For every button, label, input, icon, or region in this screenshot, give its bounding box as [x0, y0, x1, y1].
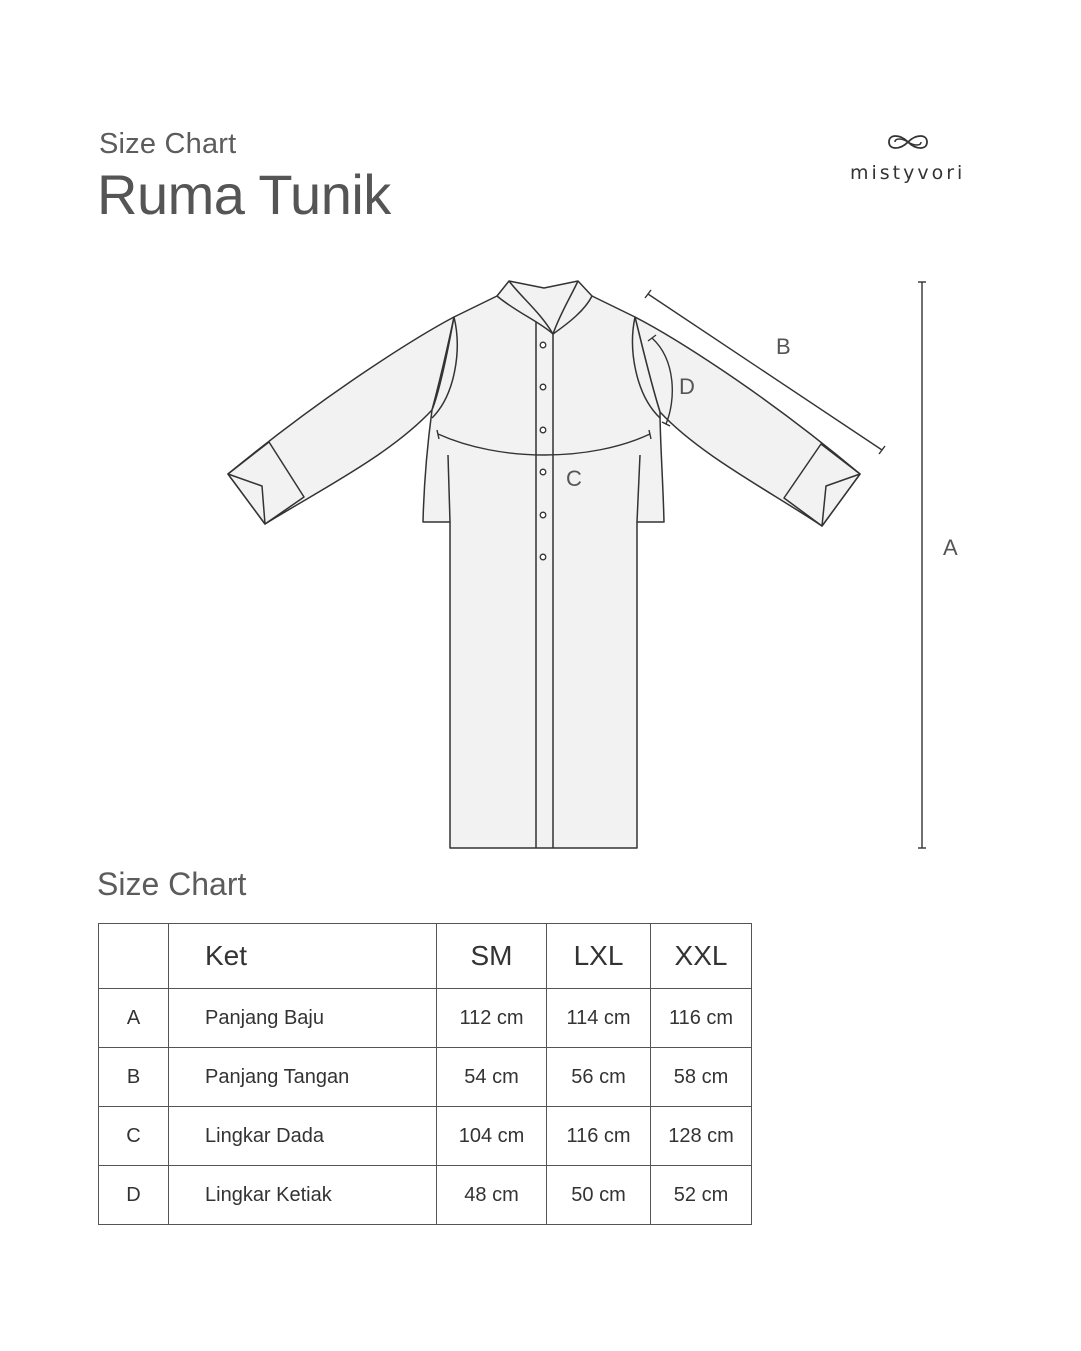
column-header-sm: SM	[437, 924, 547, 989]
cell-sm: 48 cm	[437, 1166, 547, 1225]
button-4	[540, 469, 546, 475]
cell-xxl: 58 cm	[651, 1048, 752, 1107]
cell-lxl: 56 cm	[547, 1048, 651, 1107]
column-header-code	[99, 924, 169, 989]
cell-ket: Lingkar Ketiak	[169, 1166, 437, 1225]
button-2	[540, 384, 546, 390]
page-subtitle: Size Chart	[99, 128, 237, 160]
size-chart-heading: Size Chart	[97, 866, 247, 902]
cell-lxl: 114 cm	[547, 989, 651, 1048]
cell-ket: Panjang Baju	[169, 989, 437, 1048]
button-1	[540, 342, 546, 348]
cell-code: C	[99, 1107, 169, 1166]
button-3	[540, 427, 546, 433]
label-b: B	[776, 334, 791, 359]
cell-xxl: 128 cm	[651, 1107, 752, 1166]
button-5	[540, 512, 546, 518]
table-header-row	[99, 924, 752, 989]
label-d: D	[679, 374, 695, 399]
column-header-lxl: LXL	[547, 924, 651, 989]
label-a: A	[943, 535, 958, 560]
table-row	[99, 1048, 752, 1107]
cell-ket: Panjang Tangan	[169, 1048, 437, 1107]
button-6	[540, 554, 546, 560]
table-row	[99, 989, 752, 1048]
column-header-ket: Ket	[169, 924, 437, 989]
tunic-body	[423, 296, 664, 848]
column-header-xxl: XXL	[651, 924, 752, 989]
cell-sm: 104 cm	[437, 1107, 547, 1166]
cell-xxl: 116 cm	[651, 989, 752, 1048]
cell-code: D	[99, 1166, 169, 1225]
cell-ket: Lingkar Dada	[169, 1107, 437, 1166]
table-row	[99, 1166, 752, 1225]
cell-sm: 54 cm	[437, 1048, 547, 1107]
cell-code: B	[99, 1048, 169, 1107]
size-chart-table	[98, 923, 752, 1225]
cell-code: A	[99, 989, 169, 1048]
cell-xxl: 52 cm	[651, 1166, 752, 1225]
table-row	[99, 1107, 752, 1166]
cell-sm: 112 cm	[437, 989, 547, 1048]
cell-lxl: 116 cm	[547, 1107, 651, 1166]
page-title: Ruma Tunik	[97, 163, 391, 226]
label-c: C	[566, 466, 582, 491]
cell-lxl: 50 cm	[547, 1166, 651, 1225]
brand-name: mistyvori	[850, 162, 966, 184]
